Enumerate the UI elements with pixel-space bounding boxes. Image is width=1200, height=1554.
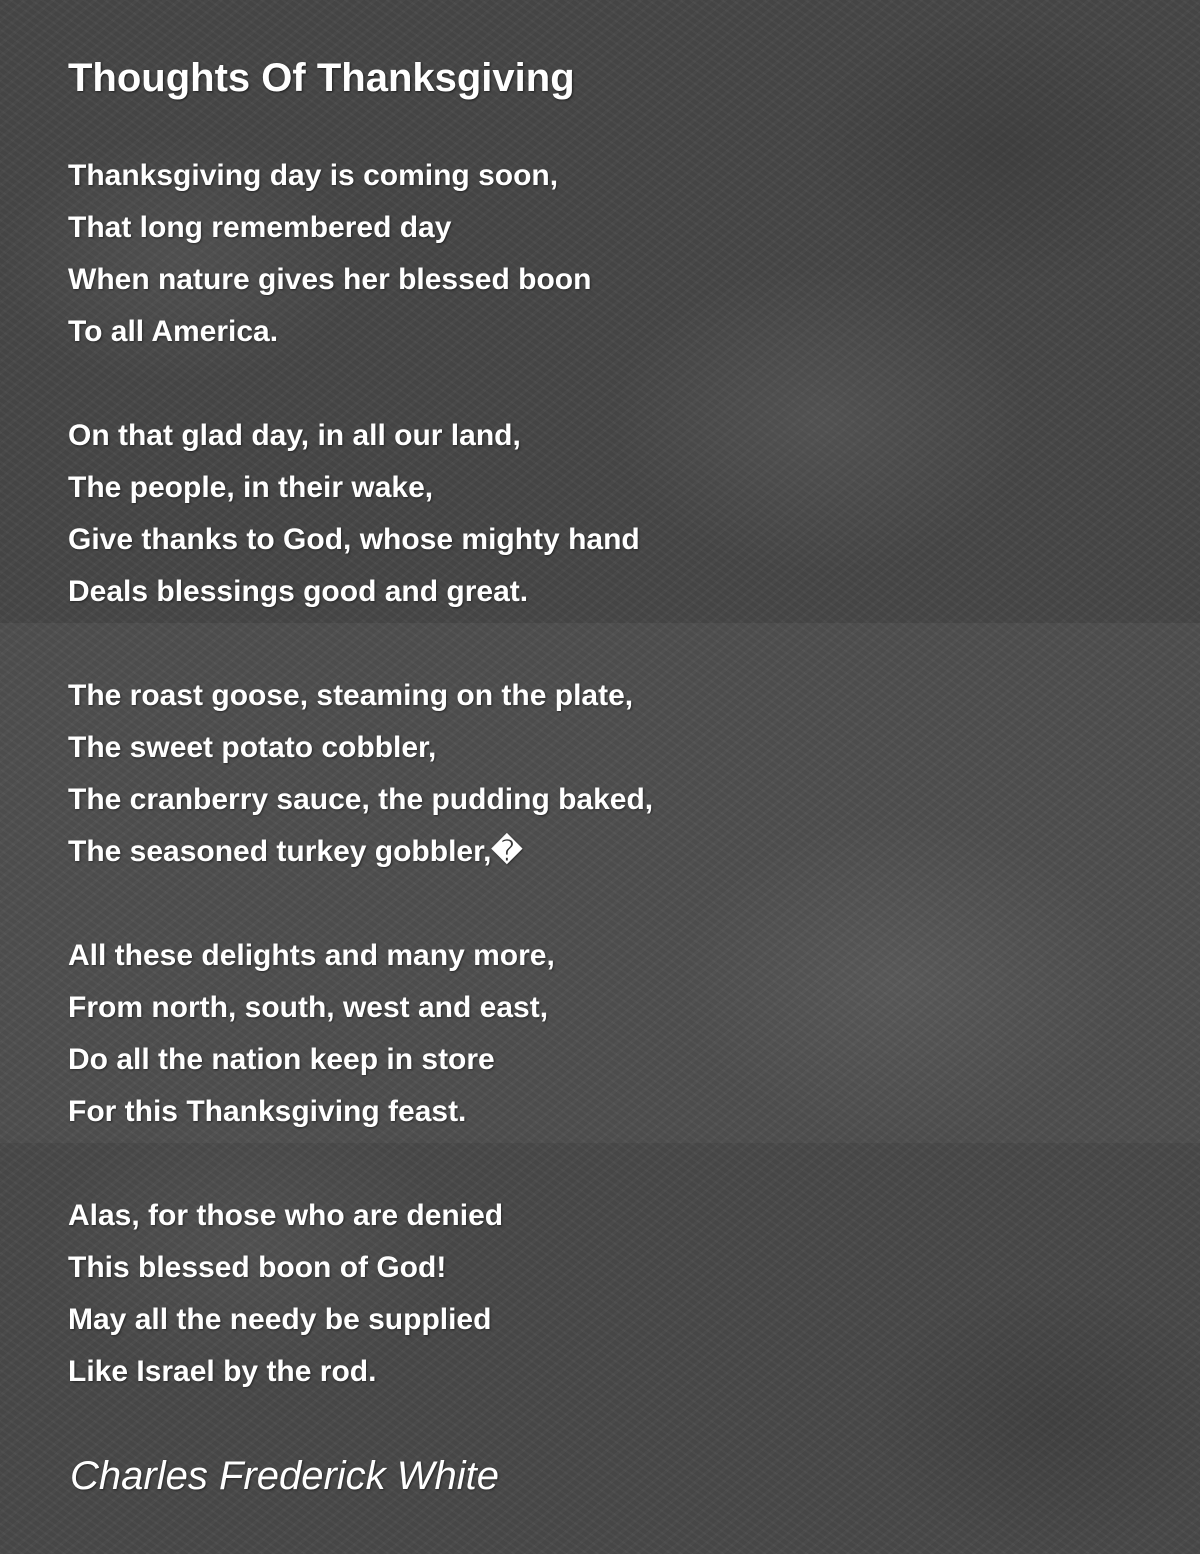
poem-line: From north, south, west and east, xyxy=(68,991,549,1024)
poem-line: The roast goose, steaming on the plate, xyxy=(68,679,634,712)
poem-line: For this Thanksgiving feast. xyxy=(68,1095,467,1128)
poem-line: That long remembered day xyxy=(68,211,452,244)
poem-title: Thoughts Of Thanksgiving xyxy=(68,56,575,100)
poem-line: When nature gives her blessed boon xyxy=(68,263,592,296)
poem-line: To all America. xyxy=(68,315,279,348)
poem-line: The sweet potato cobbler, xyxy=(68,731,437,764)
poem-line: May all the needy be supplied xyxy=(68,1303,492,1336)
stanza-2 xyxy=(68,410,1168,618)
poem-line: Alas, for those who are denied xyxy=(68,1199,504,1232)
stanza-3 xyxy=(68,670,1168,878)
poem-line: The seasoned turkey gobbler,� xyxy=(68,835,523,868)
stanza-5 xyxy=(68,1190,1168,1398)
poem-line: Do all the nation keep in store xyxy=(68,1043,495,1076)
poem-line: The cranberry sauce, the pudding baked, xyxy=(68,783,654,816)
poem-line: This blessed boon of God! xyxy=(68,1251,447,1284)
stanza-4 xyxy=(68,930,1168,1138)
poem-line: On that glad day, in all our land, xyxy=(68,419,521,452)
poem-line: The people, in their wake, xyxy=(68,471,434,504)
poem-line: Deals blessings good and great. xyxy=(68,575,529,608)
poem-body xyxy=(68,150,1168,1450)
stanza-1 xyxy=(68,150,1168,358)
poem-line: Like Israel by the rod. xyxy=(68,1355,377,1388)
poem-line: Thanksgiving day is coming soon, xyxy=(68,159,559,192)
poem-line: All these delights and many more, xyxy=(68,939,555,972)
poem-line: Give thanks to God, whose mighty hand xyxy=(68,523,640,556)
poem-author: Charles Frederick White xyxy=(70,1454,500,1498)
